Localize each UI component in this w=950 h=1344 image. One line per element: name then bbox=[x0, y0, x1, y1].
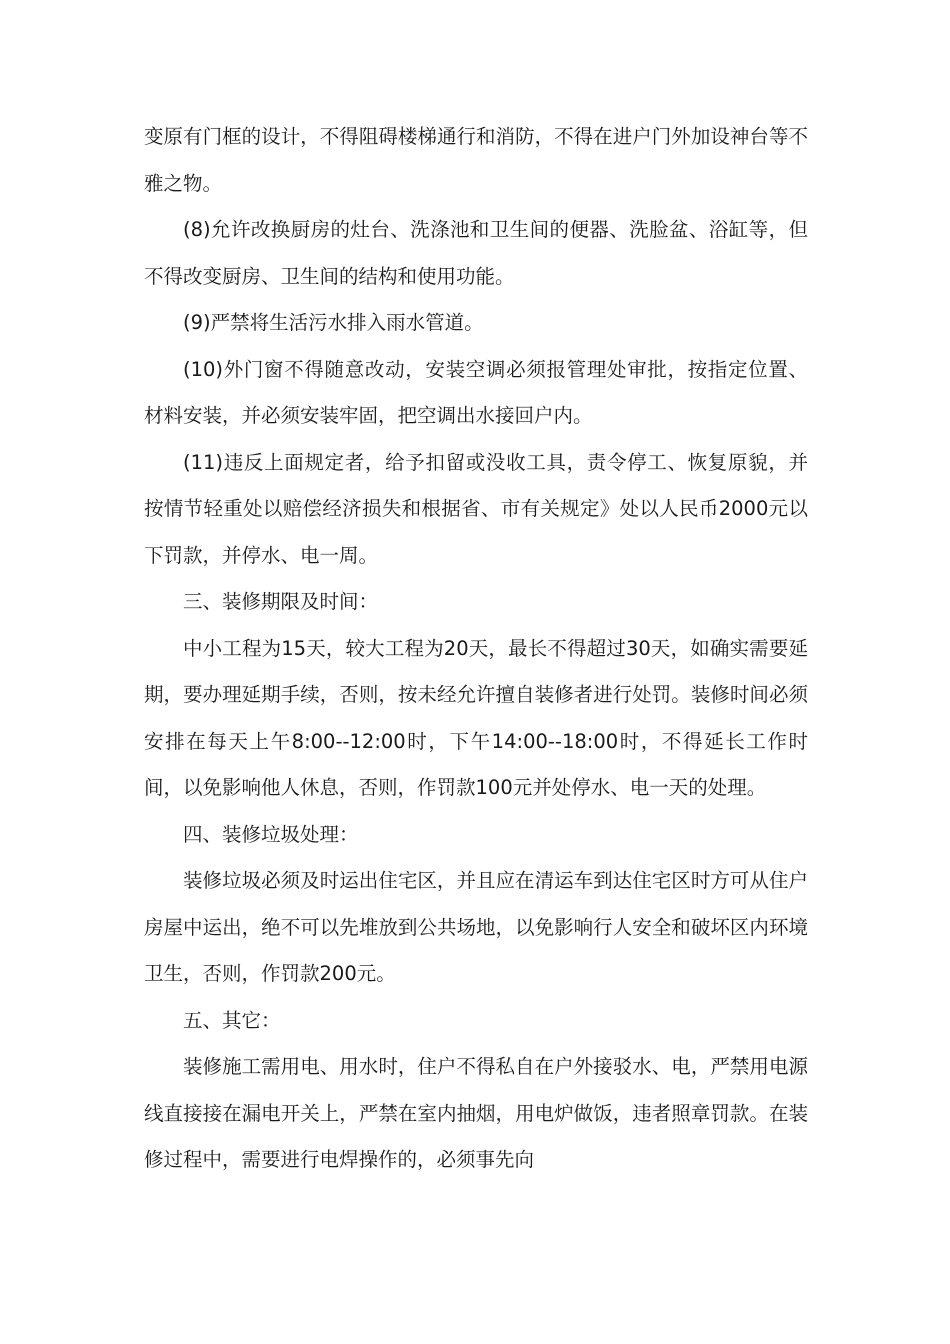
paragraph-section-5: 装修施工需用电、用水时，住户不得私自在户外接驳水、电，严禁用电源线直接接在漏电开关上，严禁在室内抽烟，用电炉做饭，违者照章罚款。在装修过程中，需要进行电焊操作的，必须事先向 bbox=[144, 1055, 808, 1171]
document-body bbox=[144, 114, 808, 1184]
paragraph-item-9: (9)严禁将生活污水排入雨水管道。 bbox=[183, 311, 484, 334]
paragraph-section-4: 装修垃圾必须及时运出住宅区，并且应在清运车到达住宅区时方可从住户房屋中运出，绝不可以先堆放到公共场地，以免影响行人安全和破坏区内环境卫生，否则，作罚款200元。 bbox=[144, 869, 808, 985]
section-heading-4: 四、装修垃圾处理： bbox=[183, 822, 359, 846]
paragraph-item-10: (10)外门窗不得随意改动，安装空调必须报管理处审批，按指定位置、材料安装，并必须安装牢固，把空调出水接回户内。 bbox=[144, 357, 808, 427]
section-heading-3: 三、装修期限及时间： bbox=[183, 590, 379, 613]
paragraph-section-3: 中小工程为15天，较大工程为20天，最长不得超过30天，如确实需要延期，要办理延期手续，否则，按未经允许擅自装修者进行处罚。装修时间必须安排在每天上午8:00--12:00时，下午14:00--18:00时，不得延长工作时间，以免影响他人休息，否则，作罚款100元并处停水、电一天的处理。 bbox=[144, 636, 808, 799]
paragraph-continuation: 变原有门框的设计，不得阻碍楼梯通行和消防，不得在进户门外加设神台等不雅之物。 bbox=[144, 125, 808, 195]
paragraph-item-8: (8)允许改换厨房的灶台、洗涤池和卫生间的便器、洗脸盆、浴缸等，但不得改变厨房、卫生间的结构和使用功能。 bbox=[144, 218, 808, 288]
section-heading-5: 五、其它： bbox=[183, 1008, 281, 1032]
paragraph-item-11: (11)违反上面规定者，给予扣留或没收工具，责令停工、恢复原貌，并按情节轻重处以赔偿经济损失和根据省、市有关规定》处以人民币2000元以下罚款，并停水、电一周。 bbox=[144, 450, 808, 567]
